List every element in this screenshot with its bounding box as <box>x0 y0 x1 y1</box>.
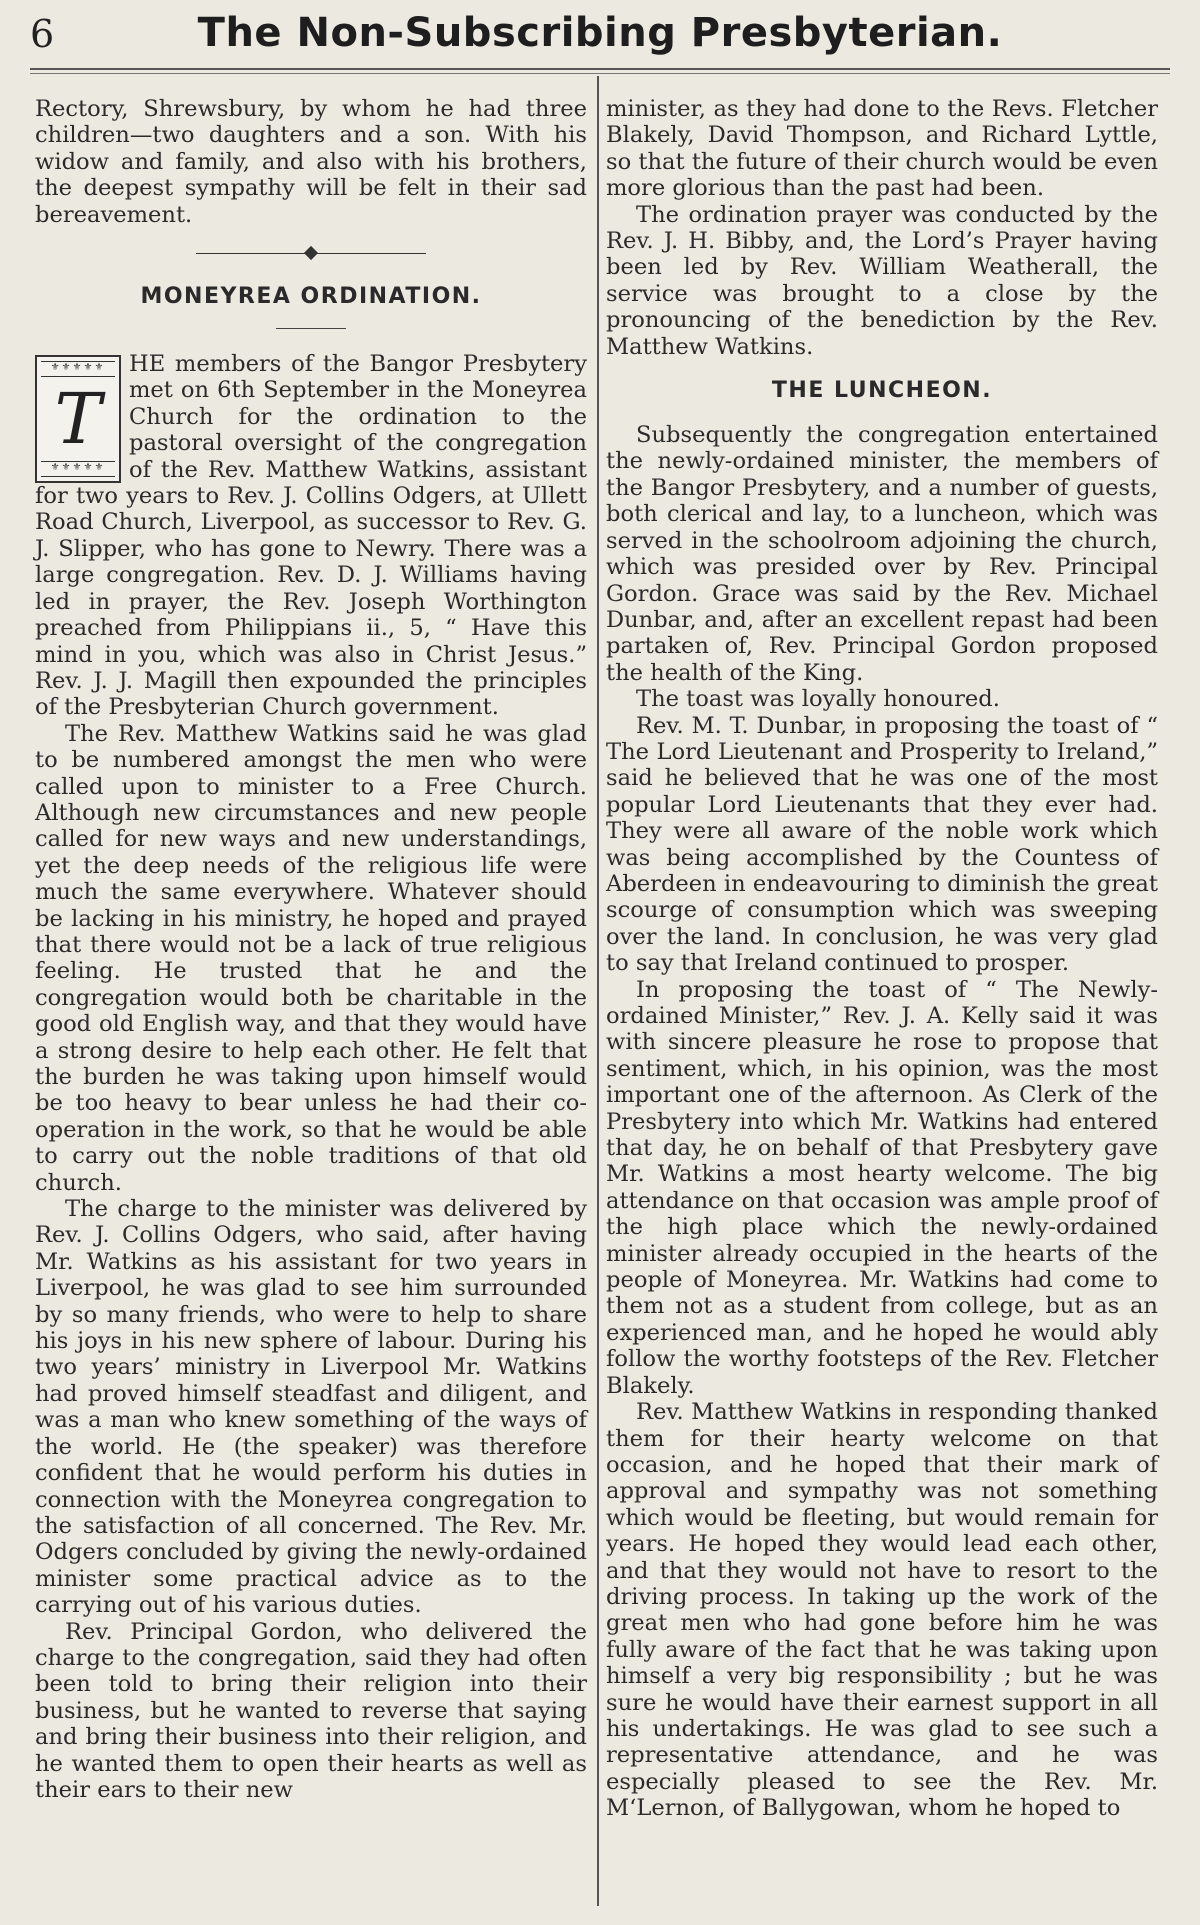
intro-paragraph: Rectory, Shrewsbury, by whom he had three children—two daughters and a son. With his widow and family, and also with his brothers, the deepest sympathy will be felt in their sad bereavement. <box>35 96 587 228</box>
drop-cap-ornament-bottom: ⚜⚜⚜⚜⚜ <box>41 461 115 477</box>
article-paragraph: The Rev. Matthew Watkins said he was glad to be numbered amongst the men who were called upon to minister to a Free Church. Although new circumstances and new people called for new ways and new understandings, yet the deep needs of the religious life were much the same everywhere. Whatever should be lacking in his ministry, he hoped and prayed that there would not be a lack of true religious feeling. He trusted that he and the congregation would both be charitable in the good old English way, and that they would have a strong desire to help each other. He felt that the burden he was taking upon himself would be too heavy to bear unless he had their co-operation in the work, so that he would be able to carry out the noble traditions of that old church. <box>35 720 587 1196</box>
page-number: 6 <box>30 12 55 56</box>
article-paragraph: minister, as they had done to the Revs. Fletcher Blakely, David Thompson, and Richard Lyttle, so that the future of their church would be even more glorious than the past had been. <box>606 96 1158 202</box>
article-paragraph: Rev. Matthew Watkins in responding thanked them for their hearty welcome on that occasion, and he hoped that their mark of approval and sympathy was not something which would be fleeting, but would remain for years. He hoped they would lead each other, and that they would not have to resort to the driving process. In taking up the work of the great men who had gone before him he was fully aware of the fact that he was taking upon himself a very big responsibility ; but he was sure he would have their earnest support in all his undertakings. He was glad to see such a representative attendance, and he was especially pleased to see the Rev. Mr. M‘Lernon, of Ballygowan, whom he hoped to <box>606 1399 1158 1822</box>
ornamental-divider <box>196 248 426 260</box>
drop-cap <box>35 355 121 483</box>
drop-cap-ornament-top: ⚜⚜⚜⚜⚜ <box>41 361 115 377</box>
article-paragraph: The ordination prayer was conducted by the Rev. J. H. Bibby, and, the Lord’s Prayer having been led by Rev. William Weatherall, the service was brought to a close by the pronouncing of the benediction by the Rev. Matthew Watkins. <box>606 201 1158 360</box>
publication-title: The Non-Subscribing Presbyterian. <box>197 10 1003 56</box>
header-rule <box>30 68 1170 70</box>
article-paragraph: In proposing the toast of “ The Newly-ordained Minister,” Rev. J. A. Kelly said it was with sincere pleasure he rose to propose that sentiment, which, in his opinion, was the most important one of the afternoon. As Clerk of the Presbytery into which Mr. Watkins had entered that day, he on behalf of that Presbytery gave Mr. Watkins a most hearty welcome. The big attendance on that occasion was ample proof of the high place which the newly-ordained minister already occupied in the hearts of the people of Moneyrea. Mr. Watkins had come to them not as a student from college, but as an experienced man, and he hoped he would ably follow the worthy footsteps of the Rev. Fletcher Blakely. <box>606 976 1158 1399</box>
section-heading-ordination: MONEYREA ORDINATION. <box>140 284 482 310</box>
article-paragraph: Rev. Principal Gordon, who delivered the charge to the congregation, said they had often been told to bring their religion into their business, but he wanted to reverse that saying and bring their business into their religion, and he wanted them to open their hearts as well as their ears to their new <box>35 1618 587 1803</box>
page-header <box>0 0 1200 70</box>
article-paragraph: Subsequently the congregation entertained the newly-ordained minister, the members of the Bangor Presbytery, and a number of guests, both clerical and lay, to a luncheon, which was served in the schoolroom adjoining the church, which was presided over by Rev. Principal Gordon. Grace was said by the Rev. Michael Dunbar, and, after an excellent repast had been partaken of, Rev. Principal Gordon proposed the health of the King. <box>606 422 1158 686</box>
article-paragraph: The charge to the minister was delivered by Rev. J. Collins Odgers, who said, after having Mr. Watkins as his assistant for two years in Liverpool, he was glad to see him surrounded by so many friends, who were to help to share his joys in his new sphere of labour. During his two years’ ministry in Liverpool Mr. Watkins had proved himself steadfast and diligent, and was a man who knew something of the ways of the world. He (the speaker) was therefore confident that he would perform his duties in connection with the Moneyrea congregation to the satisfaction of all concerned. The Rev. Mr. Odgers concluded by giving the newly-ordained minister some practical advice as to the carrying out of his various duties. <box>35 1196 587 1619</box>
header-rule-secondary <box>30 73 1170 74</box>
heading-rule <box>276 328 346 329</box>
drop-cap-letter: T <box>54 378 102 461</box>
article-body <box>35 351 587 1803</box>
section-heading-luncheon: THE LUNCHEON. <box>771 378 993 404</box>
article-paragraph: Rev. M. T. Dunbar, in proposing the toast of “ The Lord Lieutenant and Prosperity to Ireland,” said he believed that he was one of the most popular Lord Lieutenants that they ever had. They were all aware of the noble work which was being accomplished by the Countess of Aberdeen in endeavouring to diminish the great scourge of consumption which was sweeping over the land. In conclusion, he was very glad to say that Ireland continued to prosper. <box>606 712 1158 977</box>
article-paragraph: The toast was loyally honoured. <box>636 686 1000 713</box>
right-column <box>606 96 1158 1822</box>
left-column <box>35 96 587 1803</box>
article-paragraph: HE members of the Bangor Presbytery met on 6th September in the Moneyrea Church for the ordination to the pastoral oversight of the congregation of the Rev. Matthew Watkins, assistant for two years to Rev. J. Collins Odgers, at Ullett Road Church, Liverpool, as successor to Rev. G. J. Slipper, who has gone to Newry. There was a large congregation. Rev. D. J. Williams having led in prayer, the Rev. Joseph Worthington preached from Philippians ii., 5, “ Have this mind in you, which was also in Christ Jesus.” Rev. J. J. Magill then expounded the principles of the Presbyterian Church government. <box>35 351 587 721</box>
column-divider <box>597 76 599 1906</box>
